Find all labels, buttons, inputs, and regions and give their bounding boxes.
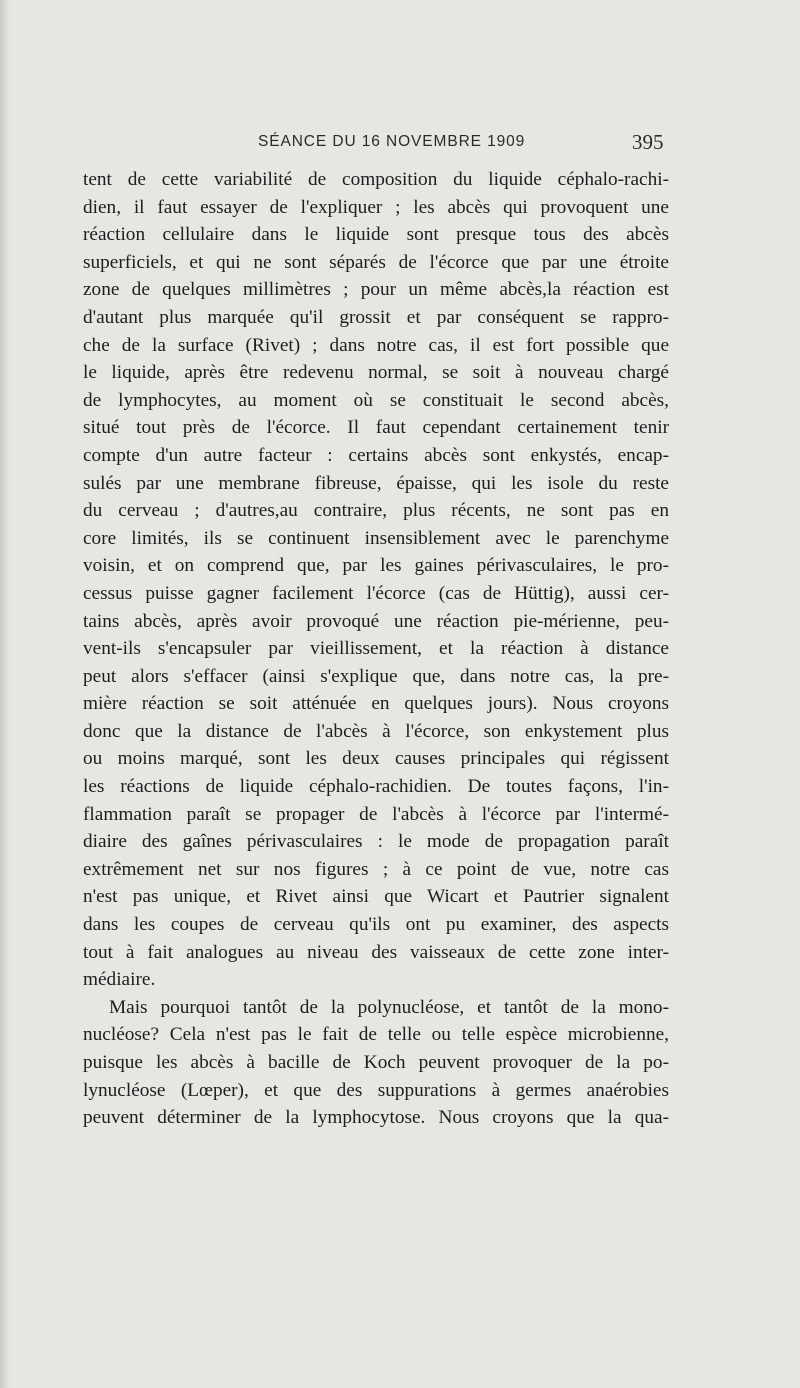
text-line: n'est pas unique, et Rivet ainsi que Wicart et Pautrier signalent (83, 886, 669, 908)
text-line: tains abcès, après avoir provoqué une réaction pie-mérienne, peu- (83, 610, 669, 632)
text-line: peuvent déterminer de la lymphocytose. Nous croyons que la qua- (83, 1107, 669, 1129)
text-line: du cerveau ; d'autres,au contraire, plus récents, ne sont pas en (83, 500, 669, 522)
text-line: réaction cellulaire dans le liquide sont presque tous des abcès (83, 224, 669, 246)
running-title: SÉANCE DU 16 NOVEMBRE 1909 (258, 133, 526, 150)
paragraph-start-line: Mais pourquoi tantôt de la polynucléose, et tantôt de la mono- (109, 996, 669, 1018)
text-line: mière réaction se soit atténuée en quelques jours). Nous croyons (83, 693, 669, 715)
text-line: donc que la distance de l'abcès à l'écorce, son enkystement plus (83, 720, 669, 742)
text-line: cessus puisse gagner facilement l'écorce (cas de Hüttig), aussi cer- (83, 582, 669, 604)
text-line: compte d'un autre facteur : certains abcès sont enkystés, encap- (83, 444, 669, 466)
text-line: che de la surface (Rivet) ; dans notre cas, il est fort possible que (83, 334, 669, 356)
text-line: les réactions de liquide céphalo-rachidien. De toutes façons, l'in- (83, 776, 669, 798)
text-line: d'autant plus marquée qu'il grossit et par conséquent se rappro- (83, 306, 669, 328)
page-number: 395 (632, 130, 664, 154)
page-gutter-shadow (0, 0, 10, 1388)
text-line: peut alors s'effacer (ainsi s'explique que, dans notre cas, la pre- (83, 665, 669, 687)
text-line: nucléose? Cela n'est pas le fait de telle ou telle espèce microbienne, (83, 1024, 669, 1046)
text-line: voisin, et on comprend que, par les gaines périvasculaires, le pro- (83, 555, 669, 577)
paragraph-end-line: médiaire. (83, 969, 156, 991)
text-line: extrêmement net sur nos figures ; à ce point de vue, notre cas (83, 858, 669, 880)
page-header (0, 130, 800, 160)
text-line: flammation paraît se propager de l'abcès à l'écorce par l'intermé- (83, 803, 669, 825)
body-text (83, 166, 669, 1132)
text-line: le liquide, après être redevenu normal, se soit à nouveau chargé (83, 362, 669, 384)
text-line: diaire des gaînes périvasculaires : le mode de propagation paraît (83, 831, 669, 853)
text-line: situé tout près de l'écorce. Il faut cependant certainement tenir (83, 417, 669, 439)
text-line: sulés par une membrane fibreuse, épaisse, qui les isole du reste (83, 472, 669, 494)
text-line: dans les coupes de cerveau qu'ils ont pu examiner, des aspects (83, 914, 669, 936)
text-line: dien, il faut essayer de l'expliquer ; les abcès qui provoquent une (83, 196, 669, 218)
text-line: de lymphocytes, au moment où se constituait le second abcès, (83, 389, 669, 411)
text-line: zone de quelques millimètres ; pour un même abcès,la réaction est (83, 279, 669, 301)
text-line: puisque les abcès à bacille de Koch peuvent provoquer de la po- (83, 1052, 669, 1073)
text-line: tent de cette variabilité de composition du liquide céphalo-rachi- (83, 169, 669, 190)
text-line: superficiels, et qui ne sont séparés de l'écorce que par une étroite (83, 251, 669, 273)
text-line: tout à fait analogues au niveau des vaisseaux de cette zone inter- (83, 941, 669, 963)
text-line: ou moins marqué, sont les deux causes principales qui régissent (83, 748, 669, 770)
text-line: vent-ils s'encapsuler par vieillissement, et la réaction à distance (83, 638, 669, 660)
text-line: core limités, ils se continuent insensiblement avec le parenchyme (83, 527, 669, 549)
text-line: lynucléose (Lœper), et que des suppurations à germes anaérobies (83, 1079, 669, 1101)
